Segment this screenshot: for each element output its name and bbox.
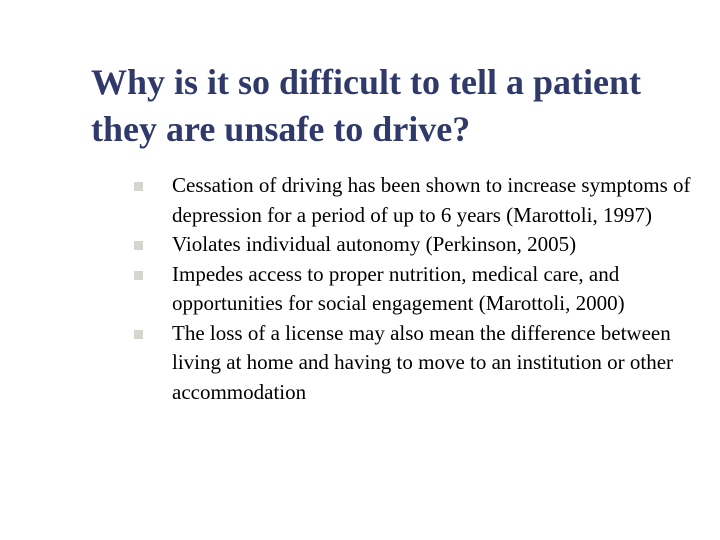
bullet-text: Cessation of driving has been shown to increase symptoms of depression for a period of up to 6 years (Marottoli, 1997) <box>172 173 691 227</box>
bullet-item <box>134 230 694 260</box>
bullet-text: The loss of a license may also mean the difference between living at home and having to move to an institution or other accommodation <box>172 320 674 404</box>
bullet-text: Violates individual autonomy (Perkinson, 2005) <box>172 232 577 256</box>
bullet-list <box>134 171 694 407</box>
square-bullet-icon <box>134 241 143 250</box>
square-bullet-icon <box>134 330 143 339</box>
square-bullet-icon <box>134 182 143 191</box>
square-bullet-icon <box>134 271 143 280</box>
bullet-item <box>134 260 694 319</box>
bullet-item <box>134 171 694 230</box>
slide-title: Why is it so difficult to tell a patient they are unsafe to drive? <box>91 62 641 149</box>
bullet-text: Impedes access to proper nutrition, medical care, and opportunities for social engagement (Marottoli, 2000) <box>172 261 625 315</box>
bullet-item <box>134 319 694 408</box>
